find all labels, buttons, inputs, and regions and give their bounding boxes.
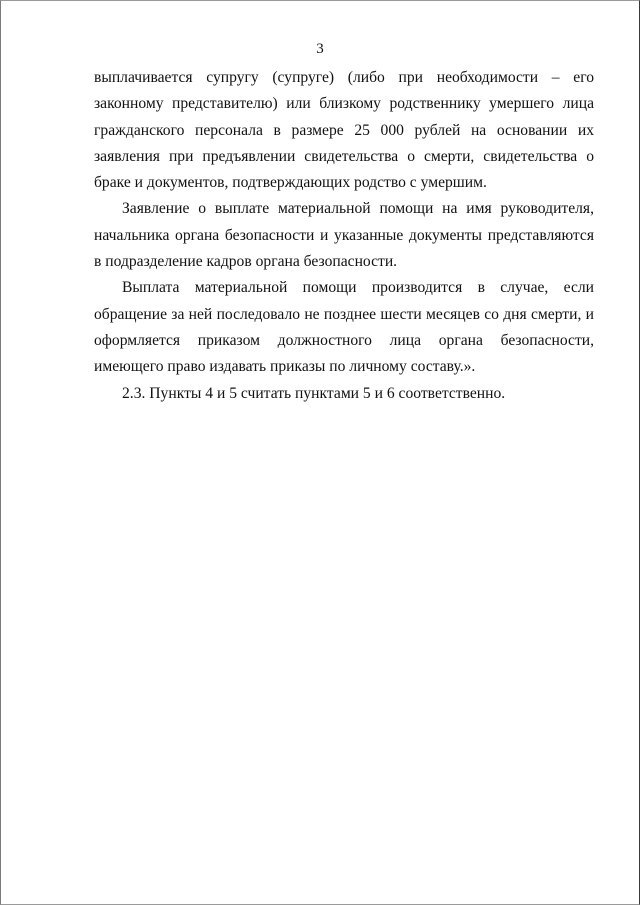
paragraph-application: Заявление о выплате материальной помощи на имя руководителя, начальника органа безопасности и указанные документы представляются в подразделение кадров органа безопасности. [94,200,594,271]
paragraph-continuation: выплачивается супругу (супруге) (либо при необходимости – его законному представителю) или близкому родственнику умершего лица гражданского персонала в размере 25 000 рублей на основании их заявления при предъявлении свидетельства о смерти, свидетельства о браке и документов, подтверждающих родство с умершим. [94,69,594,192]
paragraph-payment-terms: Выплата материальной помощи производится в случае, если обращение за ней последовало не позднее шести месяцев со дня смерти, и оформляется приказом должностного лица органа безопасности, имеющего право издавать приказы по личному составу.». [94,279,594,376]
paragraph-renumbering: 2.3. Пункты 4 и 5 считать пунктами 5 и 6 соответственно. [122,384,506,402]
page-number: 3 [316,41,324,57]
document-body [94,65,594,407]
